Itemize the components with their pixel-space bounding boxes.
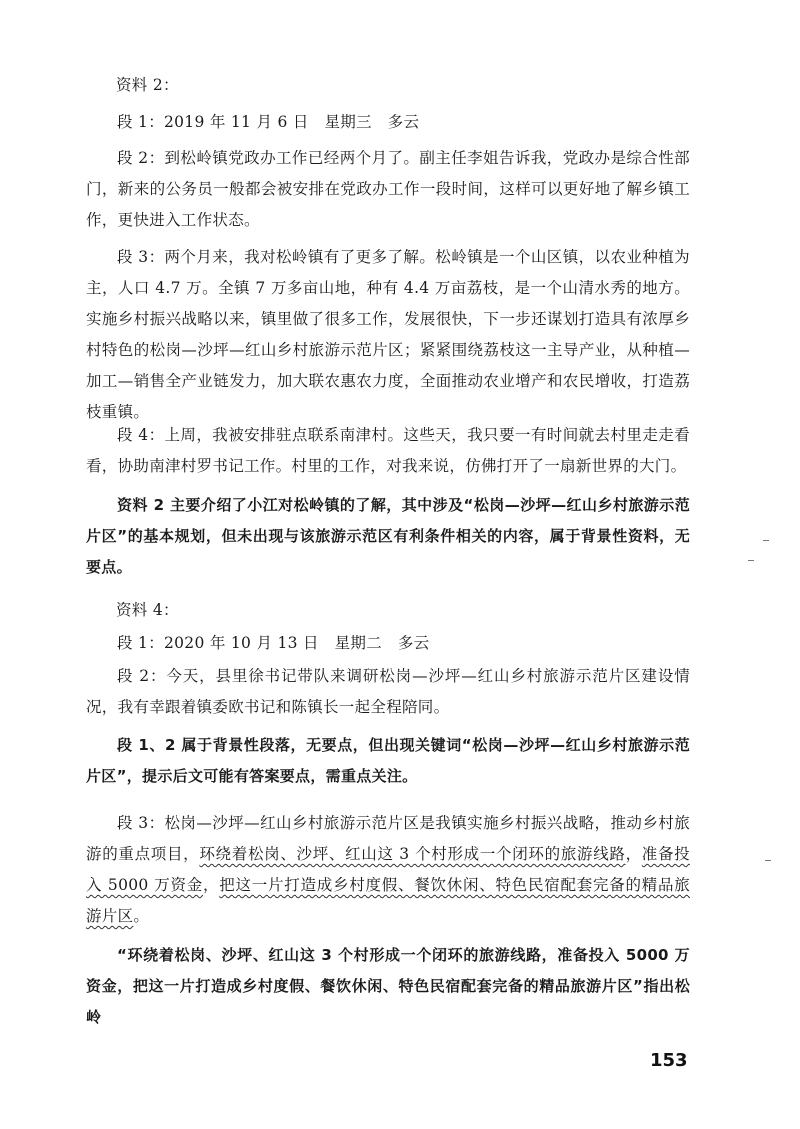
margin-tick [748, 560, 754, 561]
material4-analysis1: 段 1、2 属于背景性段落，无要点，但出现关键词“松岗—沙坪—红山乡村旅游示范片区”，提示后文可能有答案要点，需重点关注。 [86, 736, 690, 785]
underlined-point-1: 环绕着松岗、沙坪、红山这 3 个村形成一个闭环的旅游线路 [199, 845, 626, 863]
material2-para4: 段 4：上周，我被安排驻点联系南津村。这些天，我只要一有时间就去村里走走看看，协助南津村罗书记工作。村里的工作，对我来说，仿佛打开了一扇新世界的大门。 [86, 426, 690, 475]
margin-tick [763, 540, 769, 541]
page-number: 153 [650, 1050, 688, 1071]
material4-para1: 段 1：2020 年 10 月 13 日 星期二 多云 [117, 634, 430, 652]
underlined-point-3: 把这一片打造成乡村度假、餐饮休闲、特色民宿配套完备的精品旅游片区 [86, 876, 690, 925]
material2-para2: 段 2：到松岭镇党政办工作已经两个月了。副主任李姐告诉我，党政办是综合性部门，新来的公务员一般都会被安排在党政办工作一段时间，这样可以更好地了解乡镇工作，更快进入工作状态。 [86, 149, 690, 229]
material4-heading: 资料 4： [116, 601, 179, 619]
material2-heading: 资料 2： [116, 76, 179, 94]
material4-analysis2: “环绕着松岗、沙坪、红山这 3 个村形成一个闭环的旅游线路，准备投入 5000 万资金，把这一片打造成乡村度假、餐饮休闲、特色民宿配套完备的精品旅游片区”指出松岭 [86, 946, 690, 1026]
underlined-point-2: 准备投入 5000 万资金 [86, 845, 690, 894]
material4-para2: 段 2：今天，县里徐书记带队来调研松岗—沙坪—红山乡村旅游示范片区建设情况，我有幸跟着镇委欧书记和陈镇长一起全程陪同。 [86, 667, 690, 716]
para3-lead: 段 3：松岗—沙坪—红山乡村旅游示范片区是我镇实施乡村振兴战略，推动乡村旅游的重点项目， [86, 814, 690, 863]
material2-analysis: 资料 2 主要介绍了小江对松岭镇的了解，其中涉及“松岗—沙坪—红山乡村旅游示范片区”的基本规划，但未出现与该旅游示范区有利条件相关的内容，属于背景性资料，无要点。 [86, 496, 690, 576]
margin-tick [765, 860, 771, 861]
material2-para1: 段 1：2019 年 11 月 6 日 星期三 多云 [117, 113, 420, 131]
para3-separator-1: ， [625, 845, 642, 863]
material4-para3 [86, 808, 690, 932]
para3-separator-2: ， [203, 876, 220, 894]
para3-end: 。 [133, 907, 150, 925]
material2-para3: 段 3：两个月来，我对松岭镇有了更多了解。松岭镇是一个山区镇，以农业种植为主，人口 4.7 万。全镇 7 万多亩山地，种有 4.4 万亩荔枝，是一个山清水秀的地方。实施乡村振兴战略以来，镇里做了很多工作，发展很快，下一步还谋划打造具有浓厚乡村特色的松岗—沙坪—红山乡村旅游示范片区；紧紧围绕荔枝这一主导产业，从种植—加工—销售全产业链发力，加大联农惠农力度，全面推动农业增产和农民增收，打造荔枝重镇。 [86, 248, 690, 421]
